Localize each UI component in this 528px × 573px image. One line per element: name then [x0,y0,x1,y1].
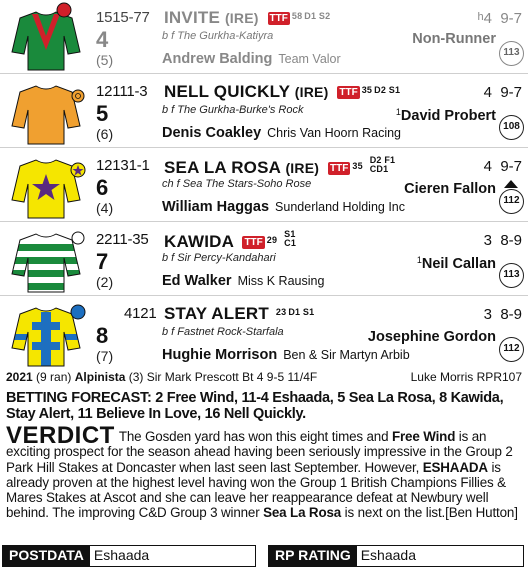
rating-badge: 108 [499,115,524,140]
age-weight [484,158,522,175]
cd-wins: D1 S1 [288,307,315,317]
verdict-highlight: ESHAADA [422,459,488,475]
silks-icon [2,2,90,72]
trainer-name: Denis Coakley [162,125,262,141]
days-since-run: 35 [352,161,363,171]
age-weight [484,84,522,101]
owner: Chris Van Hoorn Racing [267,126,401,140]
horse-name-text: STAY ALERT [164,304,269,323]
jockey-name: David Probert [400,108,496,124]
weight: 8-9 [500,232,522,249]
age: 4 [483,84,492,101]
horse-name[interactable] [164,156,395,178]
trainer-name: Andrew Balding [162,51,273,67]
weight: 9-7 [500,84,522,101]
postdata-box [2,545,256,567]
draw: (5) [96,52,114,68]
postdata-value: Eshaada [93,547,150,563]
silks-icon [2,298,90,368]
headgear: h [477,11,484,23]
cd-wins [370,156,396,174]
saddle-number: 4 [96,27,109,52]
saddle-number: 8 [96,323,109,348]
breeding: b f The Gurkha-Katiyra [162,30,274,42]
postdata-label: POSTDATA [3,546,90,566]
owner: Team Valor [278,52,341,66]
jockey [412,31,496,47]
runner-row [0,222,528,296]
breeding: b f Sir Percy-Kandahari [162,252,276,264]
rp-rating-value: Eshaada [360,547,416,563]
jockey-name: Josephine Gordon [367,329,496,345]
breeding: b f Fastnet Rock-Starfala [162,326,284,338]
draw: (7) [96,348,114,364]
country-suffix: (IRE) [285,160,320,176]
owner: Ben & Sir Martyn Arbib [283,348,410,362]
jockey-name: Neil Callan [421,256,496,272]
age-weight [478,10,523,27]
runner-row [0,296,528,370]
weight: 8-9 [500,306,522,323]
verdict-highlight: Free Wind [391,429,456,444]
verdict-text: is already proven at the highest level having won the Group 1 British Champions Fillies & Mares Stakes at Ascot and she can leave her reappearance defeat at Newbury well behind. The improving C&D Group 3 winner [6,459,506,521]
runner-row [0,148,528,222]
horse-name-text: INVITE [164,8,220,27]
cd-wins-line1: D2 F1 [369,155,396,165]
trainer [162,125,401,141]
runner-row [0,0,528,74]
verdict-text: The Gosden yard has won this eight times and [118,429,392,444]
age: 4 [483,10,492,27]
breeding: ch f Sea The Stars-Soho Rose [162,178,312,190]
weight: 9-7 [500,10,522,27]
cd-wins-line2: C1 [284,238,297,248]
country-suffix: (IRE) [294,84,329,100]
horse-name-text: SEA LA ROSA [164,158,281,177]
ttf-badge: TTF [339,87,358,98]
owner: Sunderland Holding Inc [275,200,405,214]
jockey [396,107,496,124]
jockey-name: Cieren Fallon [404,181,496,197]
silks-icon [2,76,90,146]
trainer [162,199,405,215]
horse-name[interactable] [164,82,400,102]
verdict-highlight: Sea La Rosa [263,505,342,521]
rp-rating-label: RP RATING [269,546,357,566]
form-figures: 12131-1 [96,157,150,174]
verdict-title: VERDICT [6,422,115,449]
jockey [368,329,496,345]
horse-name-text: NELL QUICKLY [164,82,290,101]
rating-badge: 113 [499,41,524,66]
draw: (6) [96,126,114,142]
rating-badge: 113 [499,263,524,288]
rating-badge: 112 [499,337,524,362]
draw: (2) [96,274,114,290]
owner: Miss K Rausing [237,274,325,288]
days-since-run: 23 [275,307,287,317]
form-figures: 1515-77 [96,9,150,26]
age-weight [484,306,522,323]
trainer [162,273,324,289]
ttf-badge: TTF [330,163,349,174]
age: 3 [483,306,492,323]
cd-wins: D1 S2 [304,11,331,21]
trainer [162,51,341,67]
age-weight [484,232,522,249]
ttf-badge: TTF [244,237,263,248]
jockey-claim: 1 [416,255,422,265]
country-suffix: (IRE) [224,10,259,26]
trainer-name: Hughie Morrison [162,347,278,363]
verdict-text: is an exciting prospect for the season ahead having been seriously impressive in the Group 2 Park Hill Stakes at Doncaster when last seen last September. However, [6,429,513,475]
jockey-name: Non-Runner [412,31,496,47]
horse-name[interactable] [164,230,296,252]
age: 4 [483,158,492,175]
draw: (4) [96,200,114,216]
age: 3 [483,232,492,249]
breeding: b f The Gurkha-Burke's Rock [162,104,304,116]
weight: 9-7 [500,158,522,175]
jockey-claim: 1 [395,107,401,117]
silks-icon [2,224,90,294]
cd-wins [284,230,296,248]
days-since-run: 35 [361,85,373,95]
saddle-number: 6 [96,175,109,200]
last-year-jockey-rpr: Luke Morris RPR107 [410,370,522,384]
jockey [404,181,496,197]
last-year-winner: Alpinista [74,370,126,384]
runner-row [0,74,528,148]
cd-wins-line1: S1 [284,229,296,239]
trainer [162,347,410,363]
rp-rating-box [268,545,524,567]
last-year-details: (3) Sir Mark Prescott Bt 4 9-5 11/4F [128,370,318,384]
horse-name[interactable] [164,304,314,324]
rating-badge: 112 [499,189,524,214]
form-figures: 4121 [124,305,157,322]
last-year-ran: (9 ran) [36,370,72,384]
saddle-number: 5 [96,101,109,126]
cd-wins-line2: CD1 [369,164,389,174]
last-year-year: 2021 [6,370,33,384]
days-since-run: 29 [266,235,278,245]
jockey [417,255,496,272]
form-figures: 12111-3 [96,83,148,100]
horse-name[interactable] [164,8,330,28]
trainer-name: Ed Walker [162,273,232,289]
cd-wins: D2 S1 [374,85,401,95]
silks-icon [2,150,90,220]
arrow-up-icon [504,180,518,188]
saddle-number: 7 [96,249,109,274]
trainer-name: William Haggas [162,199,270,215]
last-year-result [6,370,522,384]
verdict [6,422,524,521]
days-since-run: 58 [291,11,303,21]
ttf-badge: TTF [269,13,288,24]
form-figures: 2211-35 [96,231,149,248]
horse-name-text: KAWIDA [164,232,234,251]
verdict-text: is next on the list.[Ben Hutton] [341,505,518,521]
betting-forecast: BETTING FORECAST: 2 Free Wind, 11-4 Eshaada, 5 Sea La Rosa, 8 Kawida, Stay Alert, 11 Believe In Love, 16 Nell Quickly. [6,390,504,422]
